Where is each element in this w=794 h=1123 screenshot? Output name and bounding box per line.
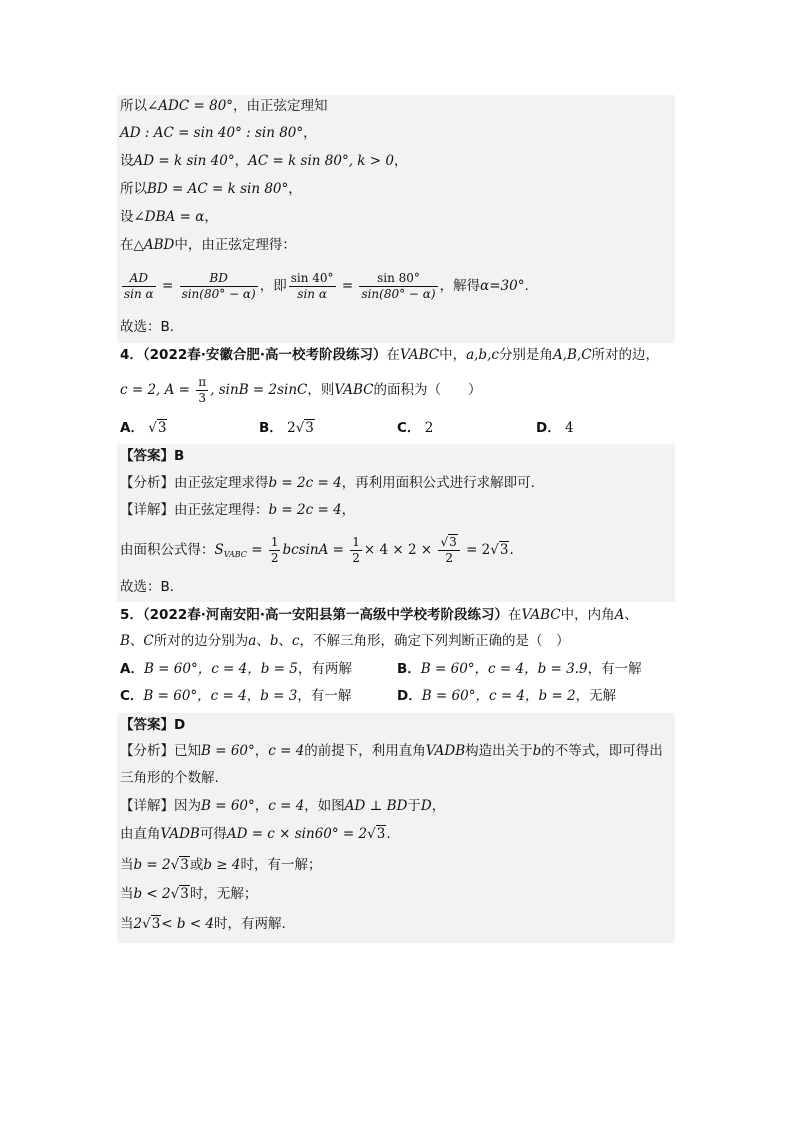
sol3-line1: 所以∠ADC = 80°，由正弦定理知 xyxy=(120,98,328,114)
fraction: $\frac{AD}{\text{sin α}}$ xyxy=(124,270,154,301)
q5-option-b[interactable]: B．B = 60°，c = 4，b = 3.9，有一解 xyxy=(397,661,642,677)
fraction: $\frac{1}{2}$ xyxy=(270,534,279,565)
q4-detail: 【详解】由正弦定理得：b = 2c = 4， xyxy=(120,502,356,518)
q5-stem-line1: 5．（2022春·河南安阳·高一安阳县第一高级中学校考阶段练习）在VABC中，内角A、 xyxy=(120,607,638,623)
fraction: $\frac{1}{2}$ xyxy=(352,534,360,565)
q4-answer: 【答案】B xyxy=(120,448,185,464)
q4-analysis: 【分析】由正弦定理求得b = 2c = 4，再利用面积公式进行求解即可. xyxy=(120,475,535,491)
q5-detail: 【详解】因为B = 60°，c = 4，如图AD ⊥ BD于D， xyxy=(120,798,446,814)
sol3-line5: 设∠DBA = α， xyxy=(120,209,218,225)
sol3-line8-choice: 故选：B. xyxy=(120,319,175,335)
q5-right-triangle: 由直角VADB可得AD = c × sin60° = 2√3. xyxy=(120,826,391,842)
q5-option-c[interactable]: C．B = 60°，c = 4，b = 3，有一解 xyxy=(120,688,352,704)
fraction: $\frac{√3}{2}$ xyxy=(438,535,459,566)
q5-option-d[interactable]: D．B = 60°，c = 4，b = 2，无解 xyxy=(397,688,617,704)
q5-analysis-line2: 三角形的个数解. xyxy=(120,770,219,786)
solution-block-q4 xyxy=(117,444,675,602)
q4-option-b[interactable]: B． 2√3 xyxy=(259,420,314,436)
q4-stem-line2: c = 2, A = $\frac{\pi}{3}$ , sinB = 2sinC，则VABC的面积为（ ） xyxy=(120,374,482,405)
q4-stem-line1: 4．（2022春·安徽合肥·高一校考阶段练习）在VABC中，a,b,c分别是角A,B,C所对的边， xyxy=(120,347,660,363)
q5-case-one-solution: 当b = 2√3或b ≥ 4时，有一解； xyxy=(120,857,322,873)
sol3-line7-sine-law: $\frac{AD}{\text{sin α}}$ = $\frac{BD}{\sin(80^\circ - \alpha)}$ ，即 $\frac{\sin 40^\circ}{\text{sin α}}$ = $\frac{\sin 80^\circ}{\sin(80^\circ - \alpha)}$ ，解得α=30°. xyxy=(124,270,529,301)
q4-final: 故选：B． xyxy=(120,579,184,595)
q5-answer: 【答案】D xyxy=(120,717,186,733)
q4-option-c[interactable]: C． 2 xyxy=(397,420,434,436)
q5-case-two-solutions: 当2√3< b < 4时，有两解. xyxy=(120,916,286,932)
q5-case-no-solution: 当b < 2√3时，无解； xyxy=(120,886,258,902)
fraction: $\frac{\pi}{3}$ xyxy=(198,374,207,405)
fraction: $\frac{\sin 40^\circ}{\text{sin α}}$ xyxy=(290,270,334,301)
sol3-line6: 在△ABD中，由正弦定理得： xyxy=(120,237,296,253)
fraction: $\frac{BD}{\sin(80^\circ - \alpha)}$ xyxy=(181,270,256,301)
sol3-line2: AD : AC = sin 40° : sin 80°， xyxy=(120,125,317,141)
q4-area-formula: 由面积公式得：$S_{VABC}$ = $\frac{1}{2}$ bcsinA = $\frac{1}{2}$ × 4 × 2 × $\frac{√3}{2}$ = 2√3. xyxy=(120,534,514,565)
sol3-line3: 设AD = k sin 40°，AC = k sin 80°, k > 0， xyxy=(120,153,408,169)
q4-option-a[interactable]: A． √3 xyxy=(120,420,167,436)
sol3-line4: 所以BD = AC = k sin 80°， xyxy=(120,181,302,197)
q5-option-a[interactable]: A．B = 60°，c = 4，b = 5，有两解 xyxy=(120,661,352,677)
q4-option-d[interactable]: D． 4 xyxy=(536,420,574,436)
q5-analysis-line1: 【分析】已知B = 60°，c = 4的前提下，利用直角VADB构造出关于b的不等式，即可得出 xyxy=(120,743,663,759)
fraction: $\frac{\sin 80^\circ}{\sin(80^\circ - \alpha)}$ xyxy=(361,270,436,301)
q5-stem-line2: B、C所对的边分别为a、b、c，不解三角形，确定下列判断正确的是（ ） xyxy=(120,633,570,649)
